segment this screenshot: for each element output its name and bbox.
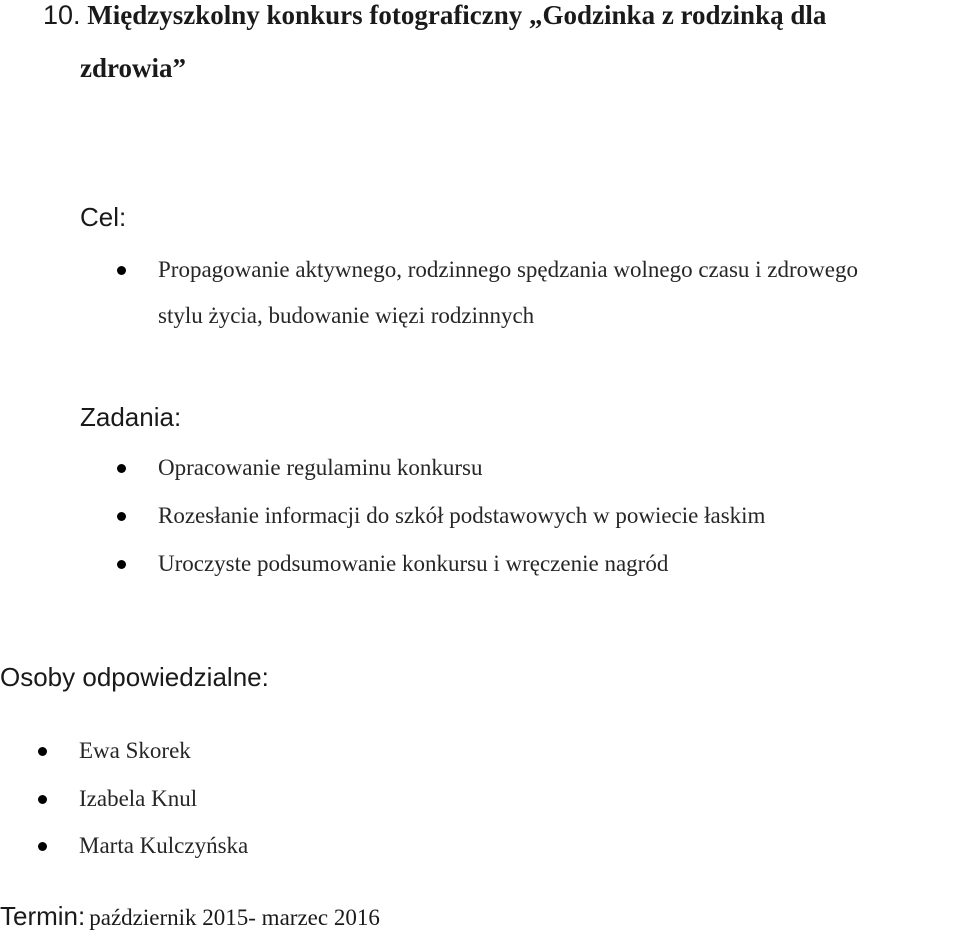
section-number: 10. [43,0,81,30]
bullet-icon [117,560,126,569]
bullet-icon [38,747,47,756]
bullet-icon [117,464,126,473]
zadania-item: Uroczyste podsumowanie konkursu i wręczenie nagród [158,551,669,576]
section-title-line1: Międzyszkolny konkurs fotograficzny „Godzinka z rodzinką dla [87,0,827,30]
termin-label: Termin: [0,901,86,931]
osoby-item: Izabela Knul [79,786,198,811]
section-title-continuation [80,53,186,83]
osoby-item: Marta Kulczyńska [79,833,249,858]
zadania-item: Opracowanie regulaminu konkursu [158,455,483,480]
osoby-item: Ewa Skorek [79,738,191,763]
zadania-heading: Zadania: [80,402,182,432]
bullet-icon [117,512,126,521]
cel-heading: Cel: [80,202,127,232]
cel-item-line2: stylu życia, budowanie więzi rodzinnych [158,303,535,328]
termin-value: październik 2015- marzec 2016 [89,905,380,930]
zadania-item: Rozesłanie informacji do szkół podstawowych w powiecie łaskim [158,503,766,528]
bullet-icon [38,842,47,851]
osoby-heading: Osoby odpowiedzialne: [0,662,269,692]
bullet-icon [117,266,126,275]
termin-line [0,900,380,937]
cel-item-line1: Propagowanie aktywnego, rodzinnego spędzania wolnego czasu i zdrowego [158,257,858,282]
section-title [43,0,826,30]
section-title-line2: zdrowia” [80,53,186,83]
bullet-icon [38,795,47,804]
